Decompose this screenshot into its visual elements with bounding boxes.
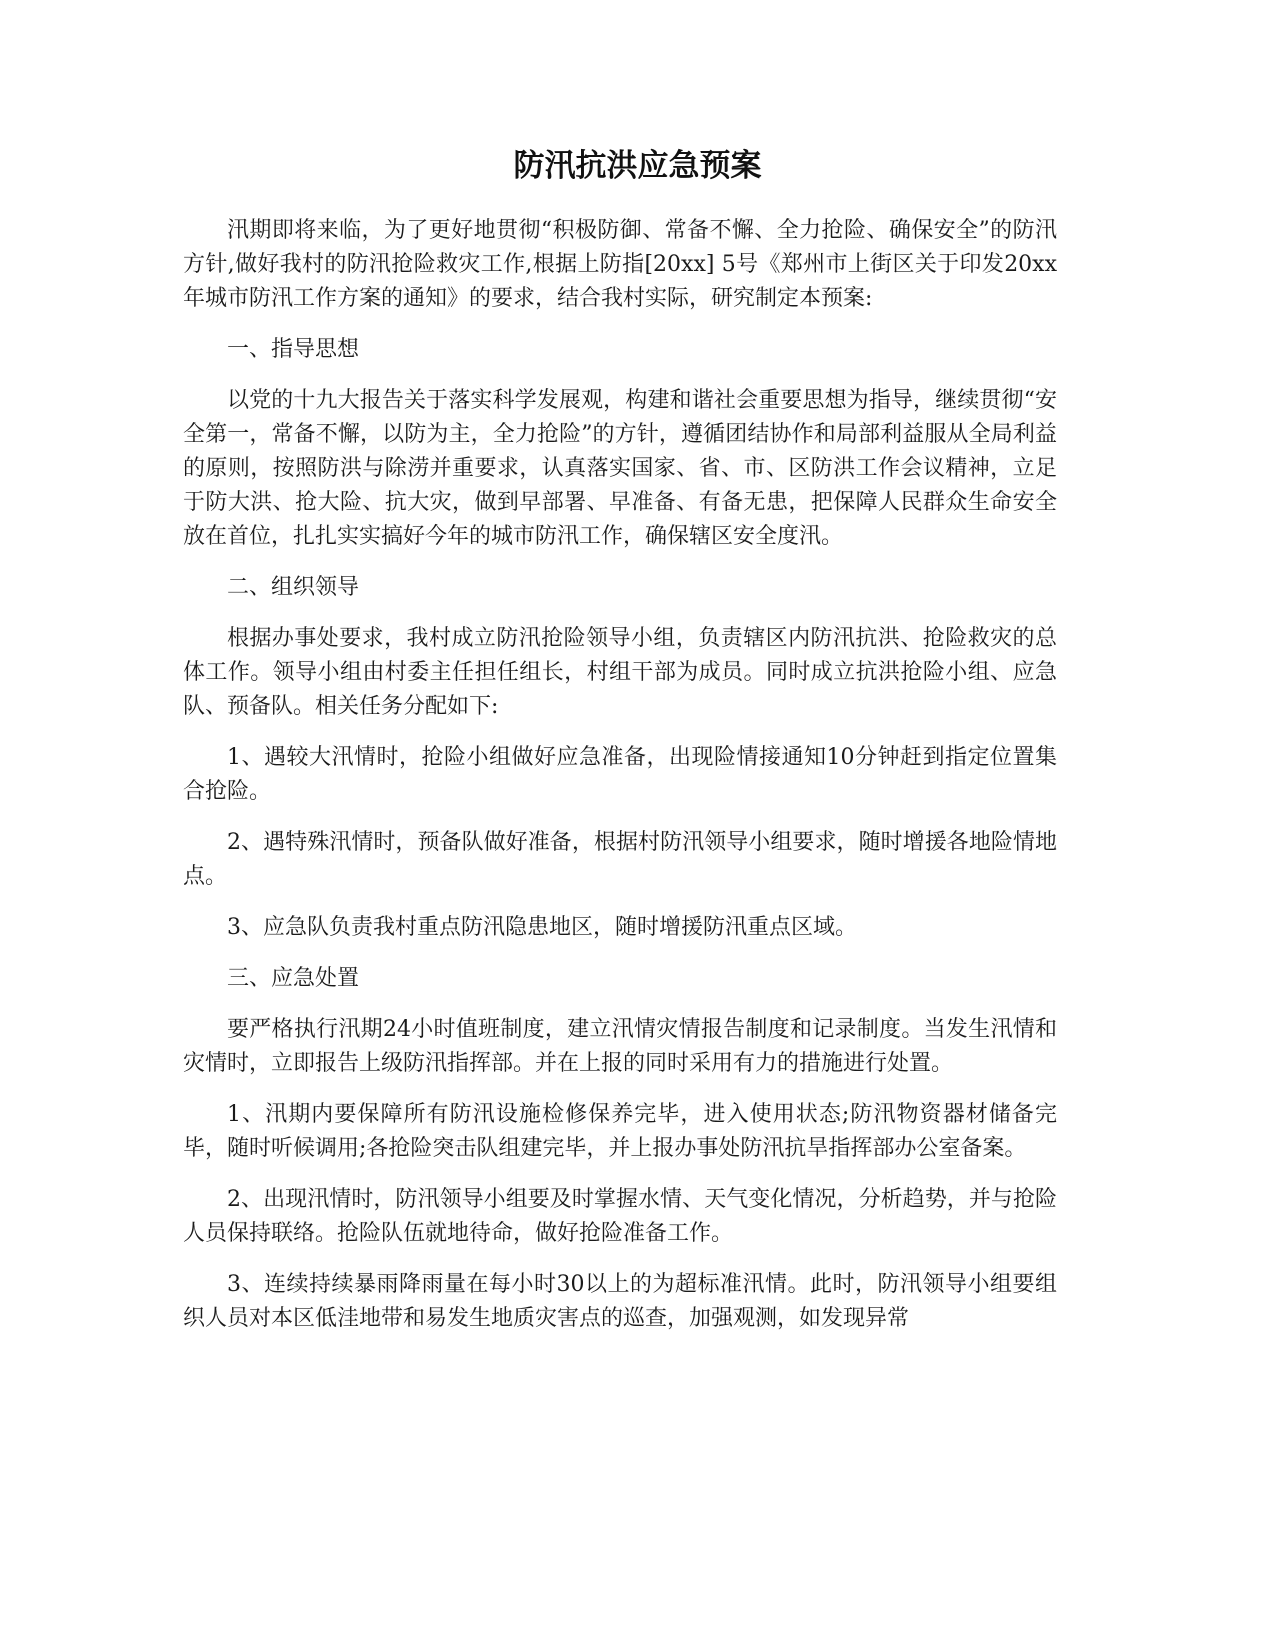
document-body (183, 214, 1057, 1353)
emergency-response-item-2: 2、出现汛情时，防汛领导小组要及时掌握水情、天气变化情况，分析趋势，并与抢险人员保持联络。抢险队伍就地待命，做好抢险准备工作。 (183, 1187, 1057, 1246)
organization-paragraph: 根据办事处要求，我村成立防汛抢险领导小组，负责辖区内防汛抗洪、抢险救灾的总体工作。领导小组由村委主任担任组长，村组干部为成员。同时成立抗洪抢险小组、应急队、预备队。相关任务分配如下: (183, 626, 1057, 719)
section-heading-guiding-ideology: 一、指导思想 (227, 337, 360, 362)
emergency-response-item-3: 3、连续持续暴雨降雨量在每小时30以上的为超标准汛情。此时，防汛领导小组要组织人员对本区低洼地带和易发生地质灾害点的巡查，加强观测，如发现异常 (183, 1272, 1057, 1331)
guiding-ideology-paragraph: 以党的十九大报告关于落实科学发展观，构建和谐社会重要思想为指导，继续贯彻“安全第一，常备不懈，以防为主，全力抢险”的方针，遵循团结协作和局部利益服从全局利益的原则，按照防洪与除涝并重要求，认真落实国家、省、市、区防洪工作会议精神，立足于防大洪、抢大险、抗大灾，做到早部署、早准备、有备无患，把保障人民群众生命安全放在首位，扎扎实实搞好今年的城市防汛工作，确保辖区安全度汛。 (183, 388, 1058, 549)
emergency-response-item-1: 1、汛期内要保障所有防汛设施检修保养完毕，进入使用状态;防汛物资器材储备完毕，随时听候调用;各抢险突击队组建完毕，并上报办事处防汛抗旱指挥部办公室备案。 (183, 1102, 1057, 1161)
document-title: 防汛抗洪应急预案 (513, 148, 762, 184)
organization-item-1: 1、遇较大汛情时，抢险小组做好应急准备，出现险情接通知10分钟赶到指定位置集合抢险。 (183, 745, 1057, 804)
emergency-response-paragraph: 要严格执行汛期24小时值班制度，建立汛情灾情报告制度和记录制度。当发生汛情和灾情时，立即报告上级防汛指挥部。并在上报的同时采用有力的措施进行处置。 (183, 1017, 1057, 1076)
organization-item-2: 2、遇特殊汛情时，预备队做好准备，根据村防汛领导小组要求，随时增援各地险情地点。 (183, 830, 1057, 889)
section-heading-organization: 二、组织领导 (227, 575, 360, 600)
section-heading-emergency-response: 三、应急处置 (227, 966, 360, 991)
organization-item-3: 3、应急队负责我村重点防汛隐患地区，随时增援防汛重点区域。 (227, 915, 857, 940)
intro-paragraph: 汛期即将来临，为了更好地贯彻“积极防御、常备不懈、全力抢险、确保安全”的防汛方针,做好我村的防汛抢险救灾工作,根据上防指[20xx] 5号《郑州市上街区关于印发20xx年城市防汛工作方案的通知》的要求，结合我村实际，研究制定本预案: (183, 218, 1057, 311)
